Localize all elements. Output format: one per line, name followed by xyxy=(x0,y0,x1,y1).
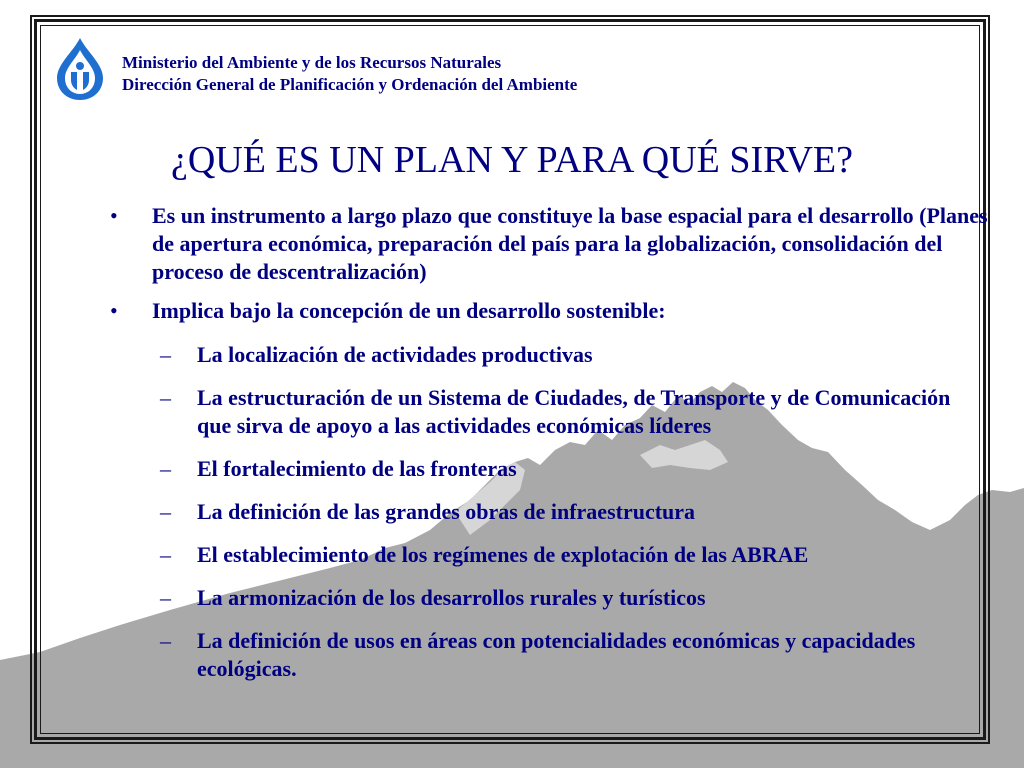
sub-item-text: La armonización de los desarrollos rurales y turísticos xyxy=(197,585,706,610)
bullet-item xyxy=(110,297,990,325)
slide-title: ¿QUÉ ES UN PLAN Y PARA QUÉ SIRVE? xyxy=(170,139,854,181)
sub-item xyxy=(110,541,990,569)
dash-mark: – xyxy=(160,456,171,481)
sub-item-text: La localización de actividades productivas xyxy=(197,342,593,367)
dash-mark: – xyxy=(160,342,171,367)
bullet-text: Implica bajo la concepción de un desarrollo sostenible: xyxy=(152,298,666,323)
dash-mark: – xyxy=(160,585,171,610)
dash-mark: – xyxy=(160,499,171,524)
sub-item xyxy=(110,341,990,369)
sub-item-text: El fortalecimiento de las fronteras xyxy=(197,456,517,481)
bullet-text: Es un instrumento a largo plazo que constituye la base espacial para el desarrollo (Planes de apertura económica, preparación del país para la globalización, consolidación del proceso de descentralización) xyxy=(152,203,988,284)
bullet-mark: • xyxy=(110,298,118,323)
bullet-item xyxy=(110,202,990,286)
dash-mark: – xyxy=(160,542,171,567)
ministry-drop-logo-icon xyxy=(53,36,107,102)
sub-item xyxy=(110,627,990,683)
sub-item-text: La estructuración de un Sistema de Ciudades, de Transporte y de Comunicación que sirva de apoyo a las actividades económicas líderes xyxy=(197,385,951,438)
dash-mark: – xyxy=(160,628,171,653)
sub-item-text: La definición de usos en áreas con potencialidades económicas y capacidades ecológicas. xyxy=(197,628,916,681)
bullet-mark: • xyxy=(110,203,118,228)
dash-mark: – xyxy=(160,385,171,410)
ministry-name: Ministerio del Ambiente y de los Recursos Naturales xyxy=(122,53,502,72)
sub-item xyxy=(110,455,990,483)
sub-item-text: La definición de las grandes obras de infraestructura xyxy=(197,499,696,524)
sub-item xyxy=(110,384,990,440)
institution-header xyxy=(122,52,577,96)
bullet-list xyxy=(110,202,990,683)
direction-name: Dirección General de Planificación y Ordenación del Ambiente xyxy=(122,75,578,94)
sub-item xyxy=(110,498,990,526)
sub-item-text: El establecimiento de los regímenes de explotación de las ABRAE xyxy=(197,542,809,567)
sub-item xyxy=(110,584,990,612)
